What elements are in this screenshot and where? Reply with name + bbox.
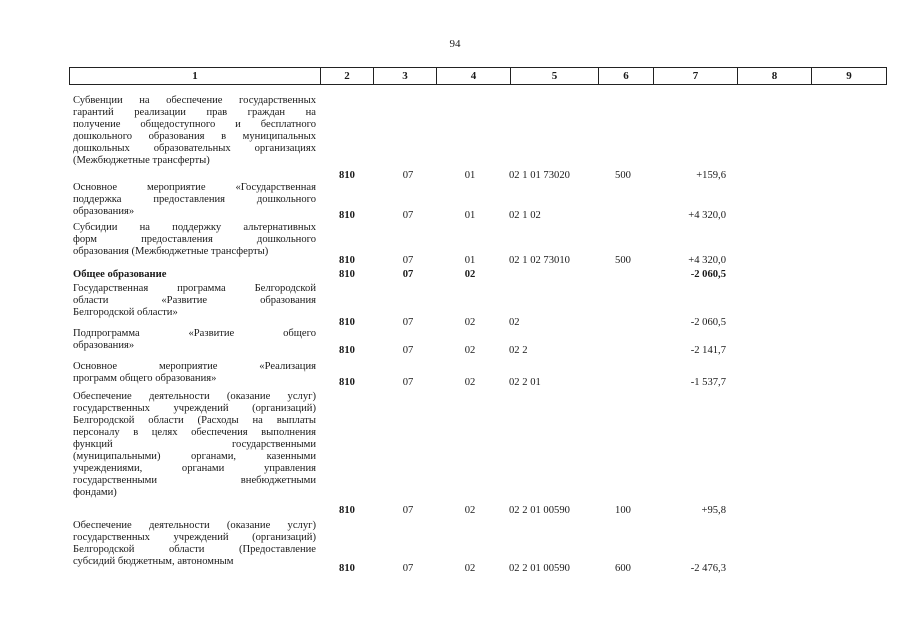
- description-line: Белгородской области»: [73, 307, 178, 318]
- code-subsection-cell: 02: [464, 505, 476, 516]
- amount-cell: +4 320,0: [688, 255, 726, 266]
- code-expense-type-cell: 600: [615, 563, 631, 574]
- description-line: образования (Межбюджетные трансферты): [73, 246, 269, 257]
- code-ministry-cell: 810: [339, 269, 355, 280]
- description-line: функций государственными: [73, 439, 316, 450]
- amount-cell: +95,8: [701, 505, 726, 516]
- code-section-cell: 07: [402, 170, 414, 181]
- code-section-cell: 07: [402, 505, 414, 516]
- amount-cell: +159,6: [696, 170, 726, 181]
- code-ministry-cell: 810: [339, 563, 355, 574]
- description-line: государственных учреждений (организаций): [73, 403, 316, 414]
- description-line: образования»: [73, 206, 135, 217]
- header-col-1: 1: [70, 68, 321, 85]
- code-ministry-cell: 810: [339, 210, 355, 221]
- description-line: Субвенции на обеспечение государственных: [73, 95, 316, 106]
- description-line: Обеспечение деятельности (оказание услуг): [73, 520, 316, 531]
- description-line: дошкольного образования в муниципальных: [73, 131, 316, 142]
- row-description: [73, 328, 316, 352]
- code-subsection-cell: 02: [464, 377, 476, 388]
- row-description: [73, 269, 316, 281]
- code-ministry-cell: 810: [339, 505, 355, 516]
- header-col-8: 8: [738, 68, 812, 85]
- code-section-cell: 07: [402, 210, 414, 221]
- header-col-2: 2: [321, 68, 374, 85]
- code-subsection-cell: 01: [464, 170, 476, 181]
- code-ministry-cell: 810: [339, 255, 355, 266]
- row-description: [73, 283, 316, 319]
- code-expense-type-cell: 100: [615, 505, 631, 516]
- code-section-cell: 07: [402, 317, 414, 328]
- code-section-cell: 07: [402, 255, 414, 266]
- code-subsection-cell: 01: [464, 255, 476, 266]
- code-target-article-cell: 02 2 01 00590: [509, 563, 570, 574]
- code-target-article-cell: 02 2 01: [509, 377, 541, 388]
- row-description: [73, 361, 316, 385]
- description-line: учреждениями, органами управления: [73, 463, 316, 474]
- description-line: образования»: [73, 340, 135, 351]
- code-section-cell: 07: [402, 563, 414, 574]
- amount-cell: -2 476,3: [690, 563, 726, 574]
- amount-cell: -2 060,5: [690, 317, 726, 328]
- amount-cell: +4 320,0: [688, 210, 726, 221]
- description-line: Белгородской области (Предоставление: [73, 544, 316, 555]
- code-ministry-cell: 810: [339, 317, 355, 328]
- header-col-3: 3: [374, 68, 437, 85]
- code-ministry-cell: 810: [339, 377, 355, 388]
- description-line: форм предоставления дошкольного: [73, 234, 316, 245]
- row-description: [73, 520, 316, 568]
- page-number: 94: [449, 38, 461, 50]
- header-col-5: 5: [511, 68, 599, 85]
- description-line: поддержка предоставления дошкольного: [73, 194, 316, 205]
- code-subsection-cell: 02: [464, 345, 476, 356]
- description-line: дошкольных образовательных организациях: [73, 143, 316, 154]
- description-line: государственными внебюджетными: [73, 475, 316, 486]
- code-target-article-cell: 02 1 02: [509, 210, 541, 221]
- description-line: области «Развитие образования: [73, 295, 316, 306]
- description-line: Подпрограмма «Развитие общего: [73, 328, 316, 339]
- code-target-article-cell: 02 2: [509, 345, 528, 356]
- description-line: субсидий бюджетным, автономным: [73, 556, 234, 567]
- description-line: Основное мероприятие «Реализация: [73, 361, 316, 372]
- header-col-6: 6: [599, 68, 654, 85]
- description-line: получение общедоступного и бесплатного: [73, 119, 316, 130]
- description-line: Обеспечение деятельности (оказание услуг): [73, 391, 316, 402]
- code-expense-type-cell: 500: [615, 170, 631, 181]
- row-description: [73, 182, 316, 218]
- code-subsection-cell: 02: [464, 317, 476, 328]
- description-line: гарантий реализации прав граждан на: [73, 107, 316, 118]
- code-section-cell: 07: [402, 269, 414, 280]
- row-description: [73, 95, 316, 167]
- code-section-cell: 07: [402, 345, 414, 356]
- description-line: Субсидии на поддержку альтернативных: [73, 222, 316, 233]
- description-line: Общее образование: [73, 269, 167, 280]
- description-line: Основное мероприятие «Государственная: [73, 182, 316, 193]
- code-ministry-cell: 810: [339, 345, 355, 356]
- code-expense-type-cell: 500: [615, 255, 631, 266]
- description-line: (Межбюджетные трансферты): [73, 155, 210, 166]
- description-line: Белгородской области (Расходы на выплаты: [73, 415, 316, 426]
- code-target-article-cell: 02: [509, 317, 520, 328]
- amount-cell: -1 537,7: [690, 377, 726, 388]
- description-line: программ общего образования»: [73, 373, 217, 384]
- description-line: Государственная программа Белгородской: [73, 283, 316, 294]
- description-line: персоналу в целях обеспечения выполнения: [73, 427, 316, 438]
- code-subsection-cell: 01: [464, 210, 476, 221]
- description-line: государственных учреждений (организаций): [73, 532, 316, 543]
- code-subsection-cell: 02: [464, 563, 476, 574]
- amount-cell: -2 141,7: [690, 345, 726, 356]
- description-line: (муниципальными) органами, казенными: [73, 451, 316, 462]
- row-description: [73, 391, 316, 499]
- header-col-7: 7: [654, 68, 738, 85]
- header-col-9: 9: [812, 68, 887, 85]
- code-ministry-cell: 810: [339, 170, 355, 181]
- description-line: фондами): [73, 487, 117, 498]
- code-target-article-cell: 02 1 02 73010: [509, 255, 570, 266]
- code-target-article-cell: 02 2 01 00590: [509, 505, 570, 516]
- row-description: [73, 222, 316, 258]
- code-section-cell: 07: [402, 377, 414, 388]
- amount-cell: -2 060,5: [690, 269, 726, 280]
- code-subsection-cell: 02: [464, 269, 476, 280]
- code-target-article-cell: 02 1 01 73020: [509, 170, 570, 181]
- header-col-4: 4: [437, 68, 511, 85]
